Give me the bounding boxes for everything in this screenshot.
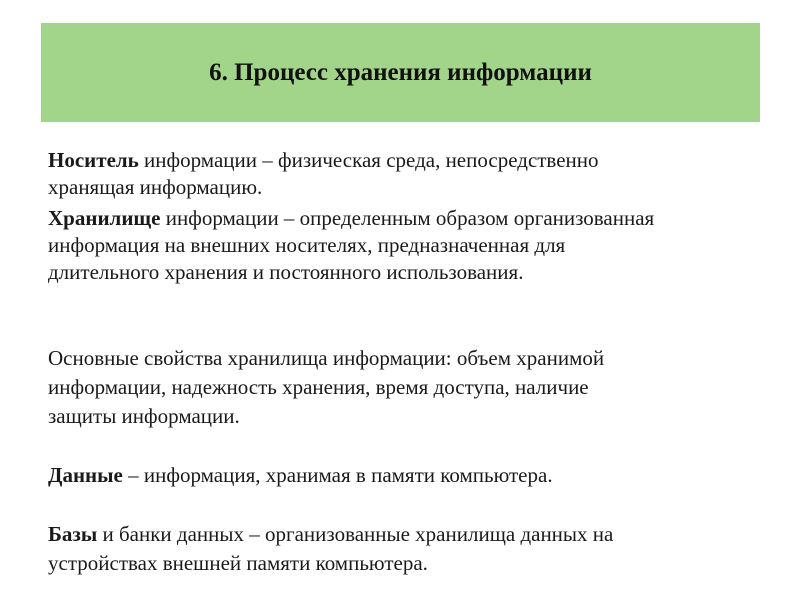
paragraph-properties — [48, 344, 604, 431]
text-line: хранящая информацию. — [48, 175, 263, 199]
text-line: защиты информации. — [48, 404, 240, 428]
slide-title-banner — [41, 23, 760, 122]
paragraph-databases — [48, 520, 613, 578]
text-line: устройствах внешней памяти компьютера. — [48, 551, 428, 575]
text-line: Основные свойства хранилища информации: объем хранимой — [48, 346, 605, 370]
text-line: информации – физическая среда, непосредственно — [138, 148, 599, 172]
text-line: информации – определенным образом организованная — [160, 206, 655, 230]
term-databases: Базы — [48, 522, 98, 546]
slide-title: 6. Процесс хранения информации — [209, 58, 592, 86]
text-line: информация на внешних носителях, предназначенная для — [48, 233, 566, 257]
term-data: Данные — [48, 463, 123, 487]
text-line: – информация, хранимая в памяти компьютера. — [122, 463, 553, 487]
term-storage: Хранилище — [48, 206, 161, 230]
paragraph-data — [48, 462, 553, 489]
text-line: информации, надежность хранения, время доступа, наличие — [48, 375, 589, 399]
text-line: и банки данных – организованные хранилища данных на — [97, 522, 614, 546]
text-line: длительного хранения и постоянного использования. — [48, 260, 524, 284]
paragraph-carrier — [48, 147, 599, 201]
paragraph-storage — [48, 205, 654, 286]
term-carrier: Носитель — [48, 148, 139, 172]
